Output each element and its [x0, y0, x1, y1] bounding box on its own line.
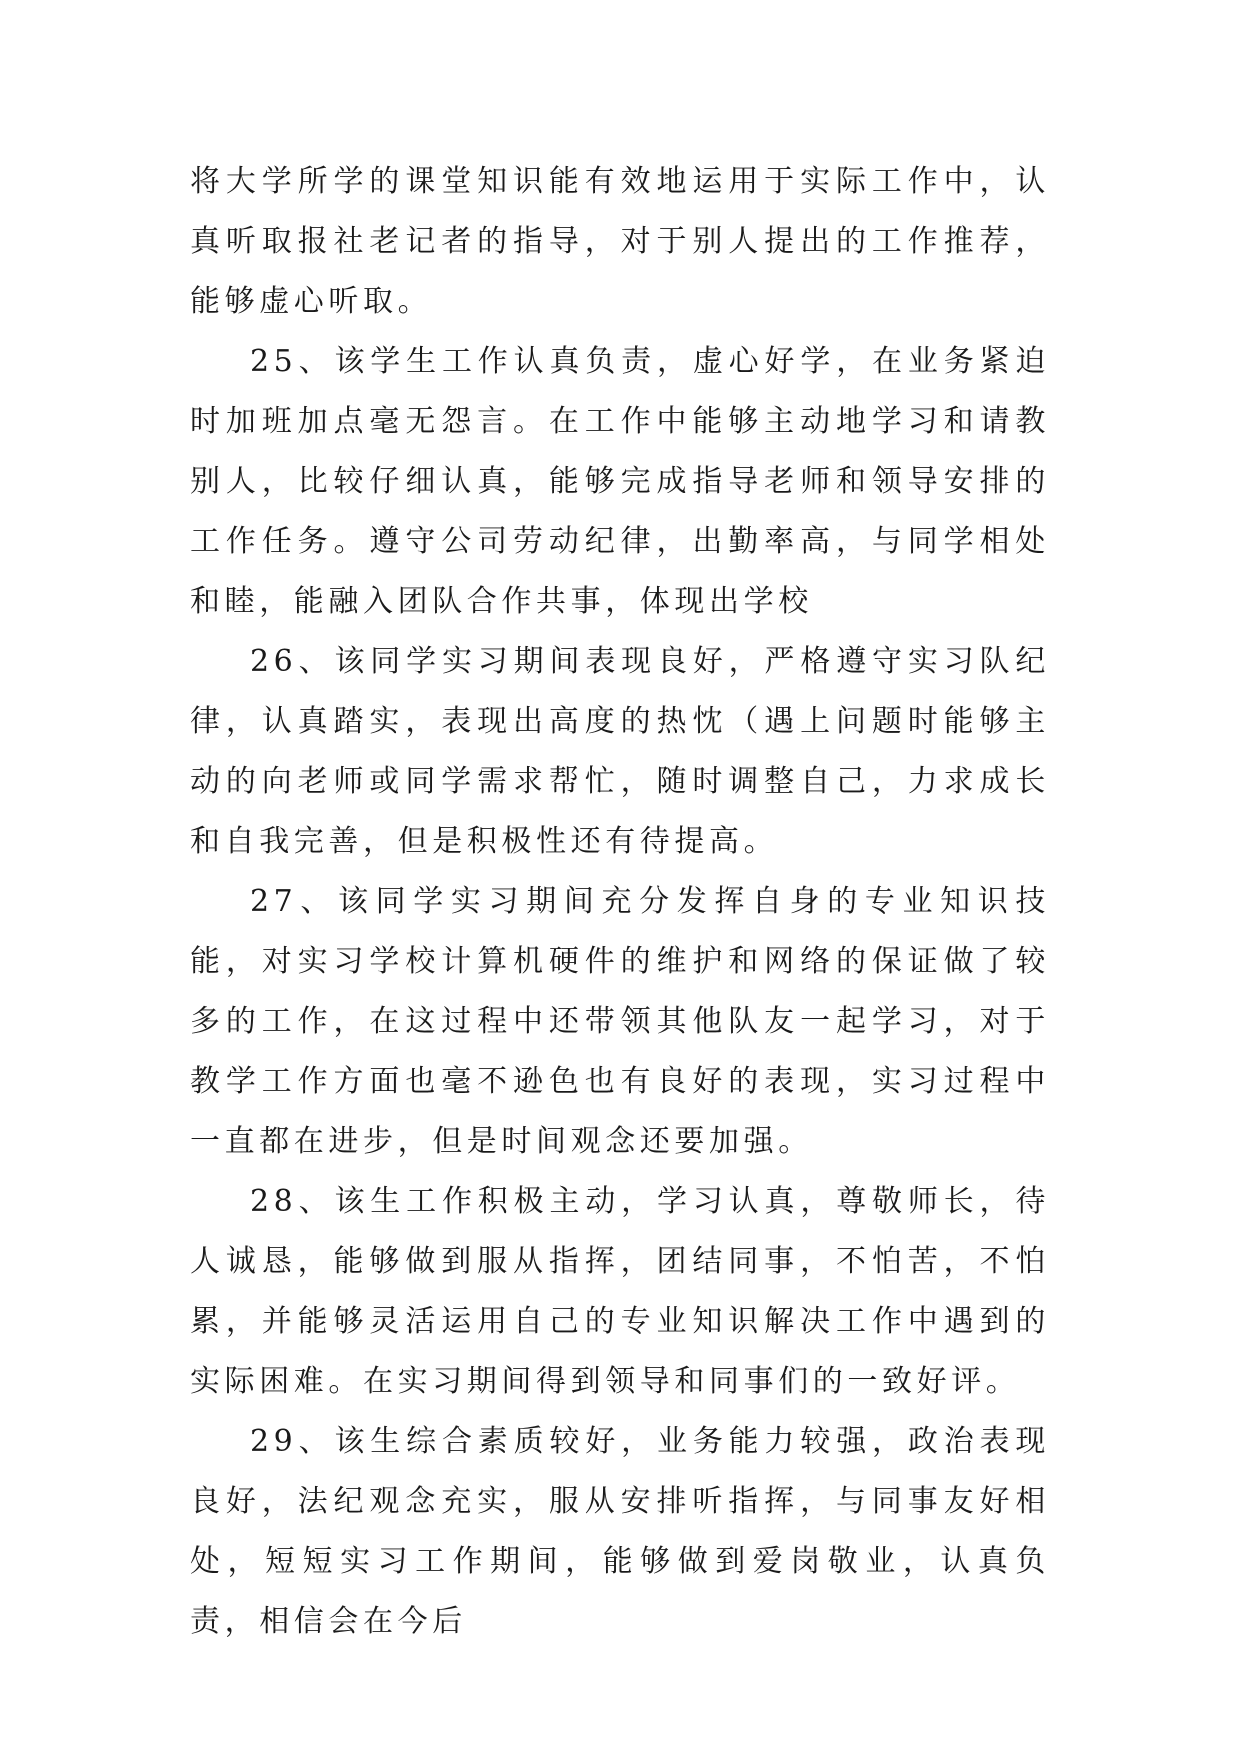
- document-body: [190, 152, 1050, 1652]
- paragraph-item-26: 26、该同学实习期间表现良好，严格遵守实习队纪律，认真踏实，表现出高度的热忱（遇上问题时能够主动的向老师或同学需求帮忙，随时调整自己，力求成长和自我完善，但是积极性还有待提高。: [190, 644, 1050, 859]
- paragraph-item-28: 28、该生工作积极主动，学习认真，尊敬师长，待人诚恳，能够做到服从指挥，团结同事，不怕苦，不怕累，并能够灵活运用自己的专业知识解决工作中遇到的实际困难。在实习期间得到领导和同事们的一致好评。: [190, 1184, 1050, 1399]
- paragraph-continuation: 将大学所学的课堂知识能有效地运用于实际工作中，认真听取报社老记者的指导，对于别人提出的工作推荐，能够虚心听取。: [190, 164, 1050, 319]
- paragraph-item-27: 27、该同学实习期间充分发挥自身的专业知识技能，对实习学校计算机硬件的维护和网络的保证做了较多的工作，在这过程中还带领其他队友一起学习，对于教学工作方面也毫不逊色也有良好的表现，实习过程中一直都在进步，但是时间观念还要加强。: [190, 884, 1050, 1159]
- paragraph-item-29: 29、该生综合素质较好，业务能力较强，政治表现良好，法纪观念充实，服从安排听指挥，与同事友好相处，短短实习工作期间，能够做到爱岗敬业，认真负责，相信会在今后: [190, 1424, 1050, 1639]
- paragraph-item-25: 25、该学生工作认真负责，虚心好学，在业务紧迫时加班加点毫无怨言。在工作中能够主动地学习和请教别人，比较仔细认真，能够完成指导老师和领导安排的工作任务。遵守公司劳动纪律，出勤率高，与同学相处和睦，能融入团队合作共事，体现出学校: [190, 344, 1050, 619]
